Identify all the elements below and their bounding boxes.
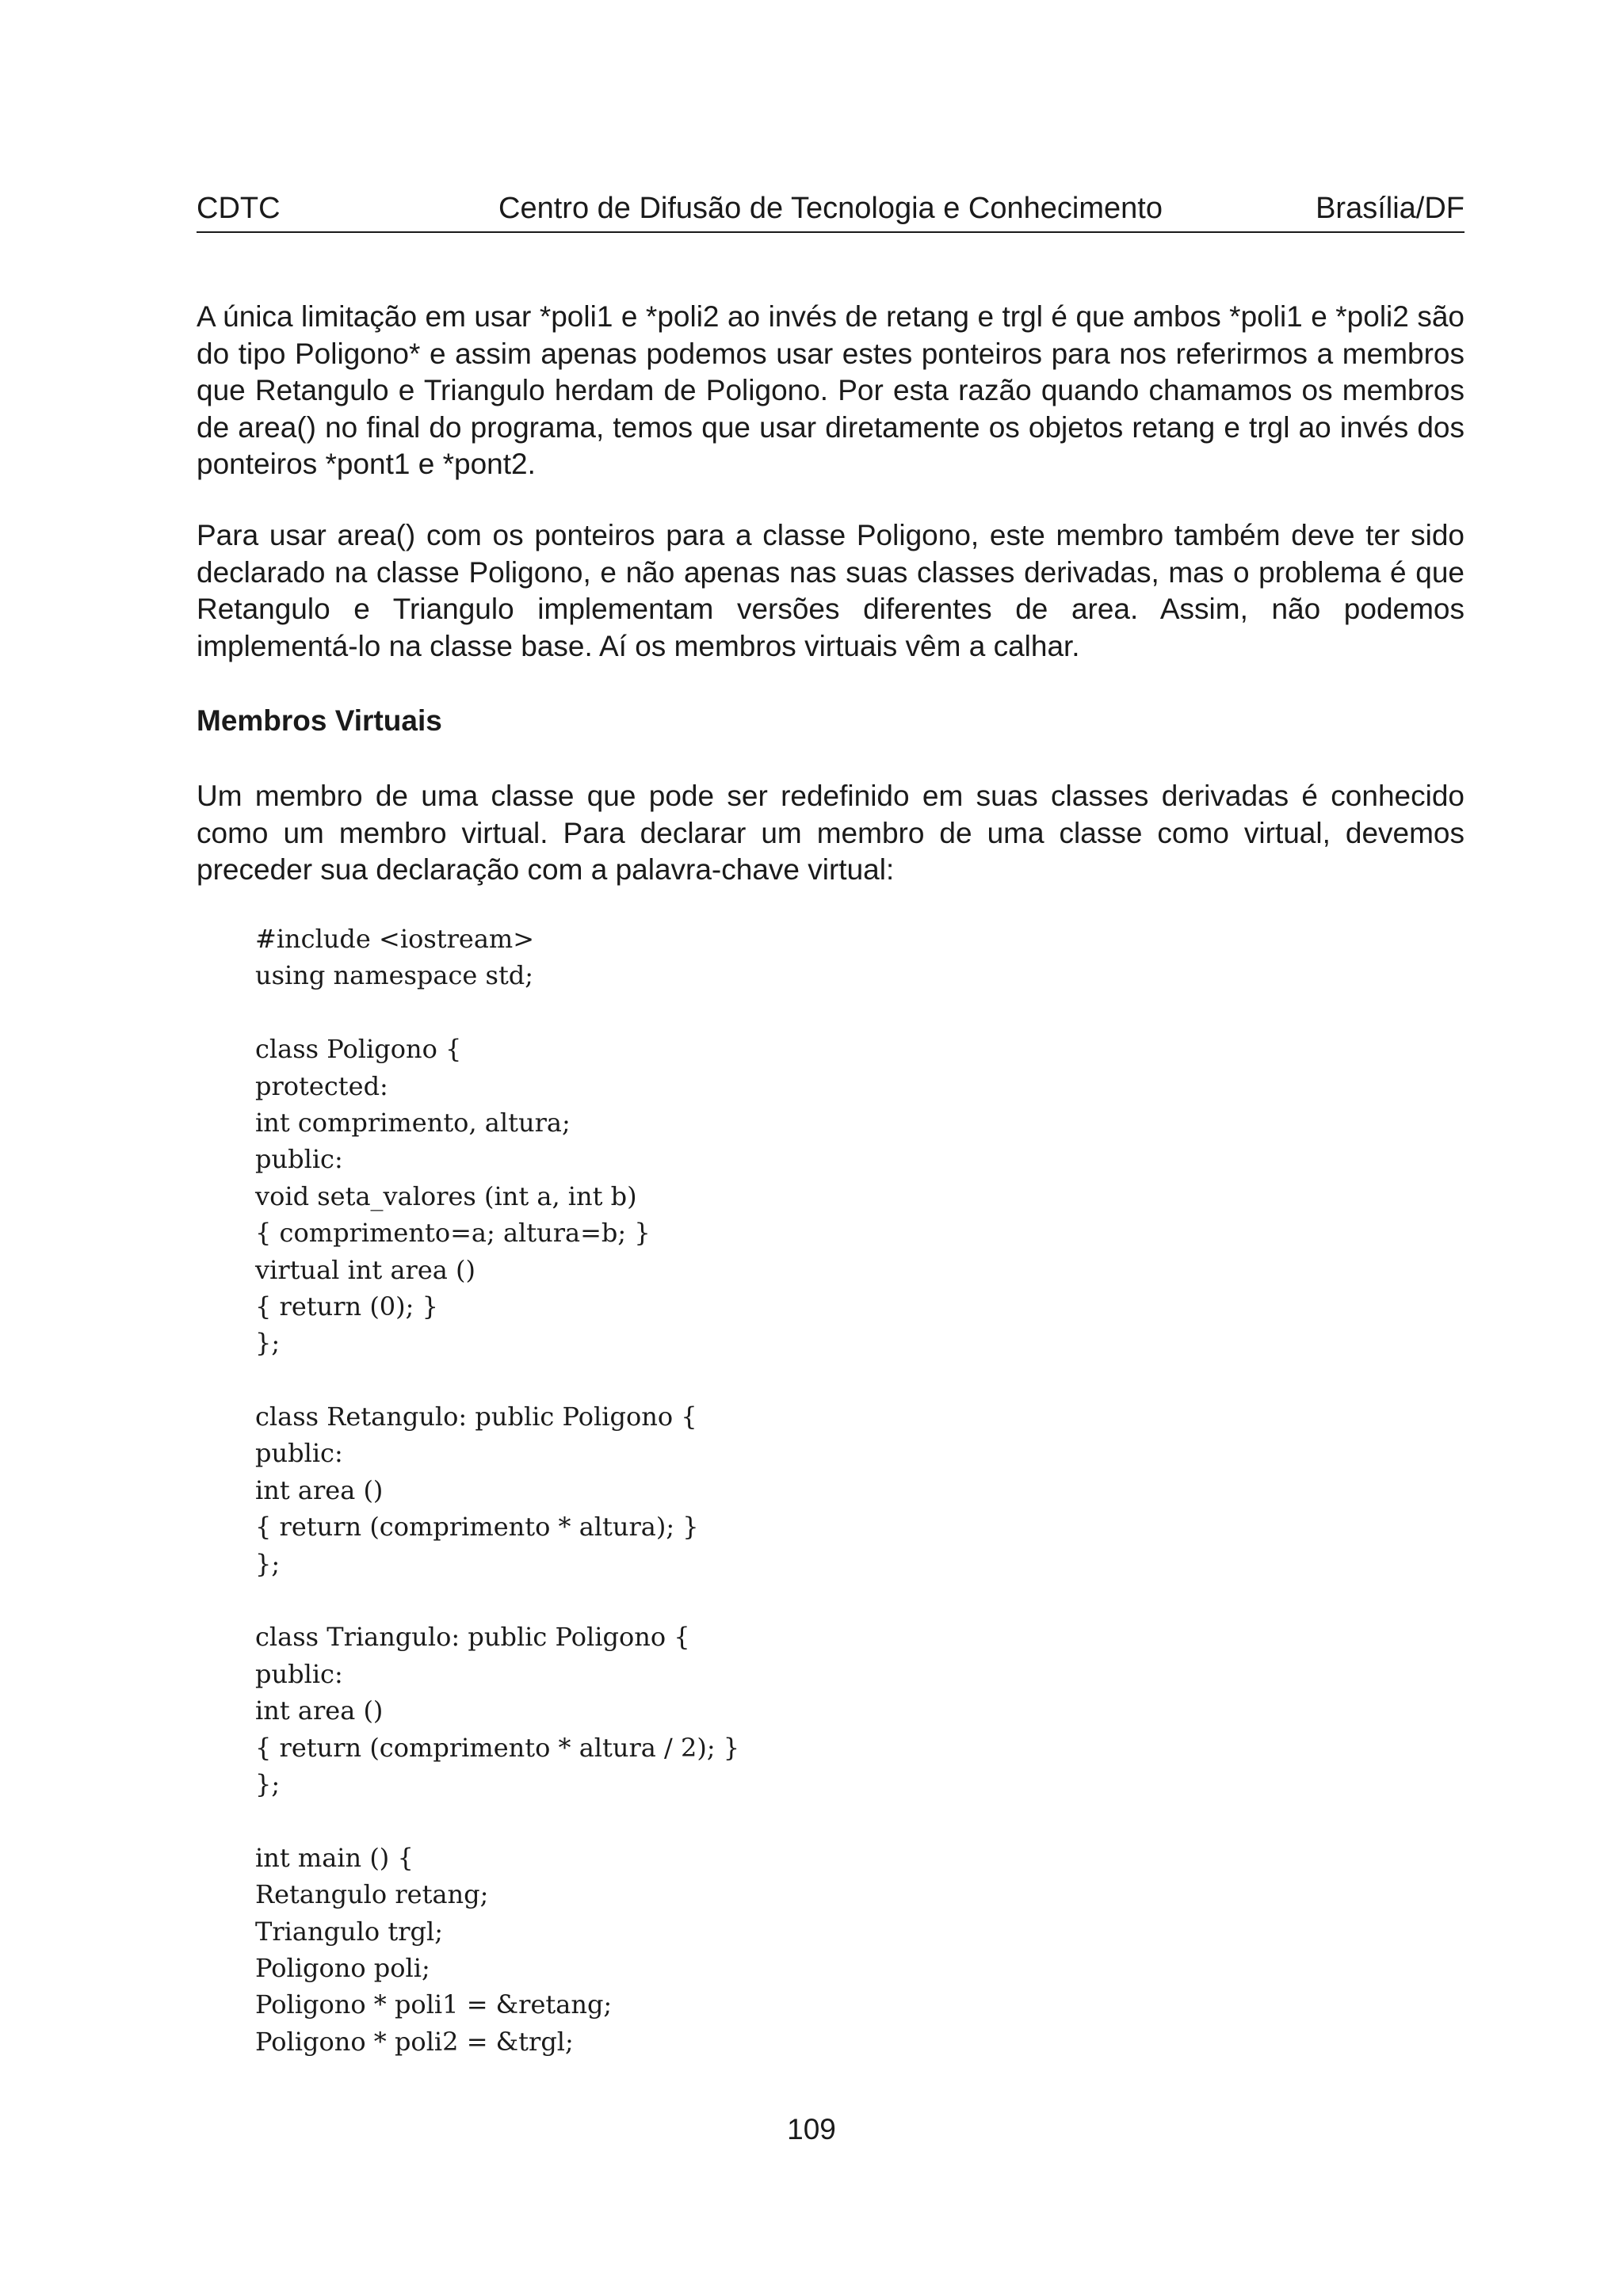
code-line: Retangulo retang; [255, 1879, 489, 1910]
header-right-location: Brasília/DF [1316, 192, 1465, 225]
code-line: using namespace std; [255, 960, 534, 991]
header-center-title: Centro de Difusão de Tecnologia e Conhecimento [498, 192, 1163, 225]
body-paragraph-2 [197, 517, 1465, 665]
code-line: #include <iostream> [255, 924, 535, 954]
body-paragraph-3 [197, 778, 1465, 889]
code-line: { comprimento=a; altura=b; } [255, 1218, 651, 1249]
code-line: class Poligono { [255, 1034, 462, 1065]
code-line: Poligono * poli1 = &retang; [255, 1989, 613, 2020]
code-line: { return (comprimento * altura); } [255, 1512, 699, 1543]
section-heading: Membros Virtuais [197, 704, 442, 737]
paragraph-text: A única limitação em usar *poli1 e *poli2 ao invés de retang e trgl é que ambos *poli1 e *poli2 são do tipo Poligono* e assim apenas podemos usar estes ponteiros para nos referirmos a membros que Retangulo e Triangulo herdam de Poligono. Por esta razão quando chamamos os membros de area() no final do programa, temos que usar diretamente os objetos retang e trgl ao invés dos ponteiros *pont1 e *pont2. [197, 300, 1465, 480]
code-line: public: [255, 1144, 343, 1175]
code-line [255, 1802, 739, 1839]
code-line: Poligono * poli2 = &trgl; [255, 2026, 574, 2057]
code-listing [255, 921, 739, 2060]
code-line: Triangulo trgl; [255, 1916, 443, 1947]
code-line: class Retangulo: public Poligono { [255, 1402, 697, 1432]
code-line [255, 1362, 739, 1398]
page-header [197, 190, 1465, 227]
code-line: virtual int area () [255, 1254, 475, 1285]
code-line: public: [255, 1438, 343, 1469]
header-divider [197, 231, 1465, 233]
paragraph-text: Um membro de uma classe que pode ser redefinido em suas classes derivadas é conhecido como um membro virtual. Para declarar um membro de uma classe como virtual, devemos preceder sua declaração com a palavra-chave virtual: [197, 780, 1465, 886]
header-left-label: CDTC [197, 192, 281, 225]
code-line: { return (0); } [255, 1291, 438, 1322]
code-line: }; [255, 1768, 281, 1799]
paragraph-text: Para usar area() com os ponteiros para a classe Poligono, este membro também deve ter sido declarado na classe Poligono, e não apenas nas suas classes derivadas, mas o problema é que Retangulo e Triangulo implementam versões diferentes de area. Assim, não podemos implementá-lo na classe base. Aí os membros virtuais vêm a calhar. [197, 519, 1465, 662]
page-number: 109 [787, 2113, 836, 2145]
code-line: void seta_valores (int a, int b) [255, 1180, 637, 1211]
code-line: protected: [255, 1070, 388, 1101]
code-line: Poligono poli; [255, 1952, 430, 1983]
code-line: int area () [255, 1474, 384, 1505]
code-line: }; [255, 1548, 281, 1579]
code-line: int main () { [255, 1842, 414, 1873]
code-line: int area () [255, 1695, 384, 1726]
body-paragraph-1 [197, 299, 1465, 483]
code-line: class Triangulo: public Poligono { [255, 1622, 690, 1653]
code-line: public: [255, 1658, 343, 1689]
code-line: int comprimento, altura; [255, 1107, 571, 1138]
code-line [255, 994, 739, 1031]
code-line: { return (comprimento * altura / 2); } [255, 1732, 740, 1763]
code-line: }; [255, 1328, 281, 1359]
code-line [255, 1582, 739, 1619]
